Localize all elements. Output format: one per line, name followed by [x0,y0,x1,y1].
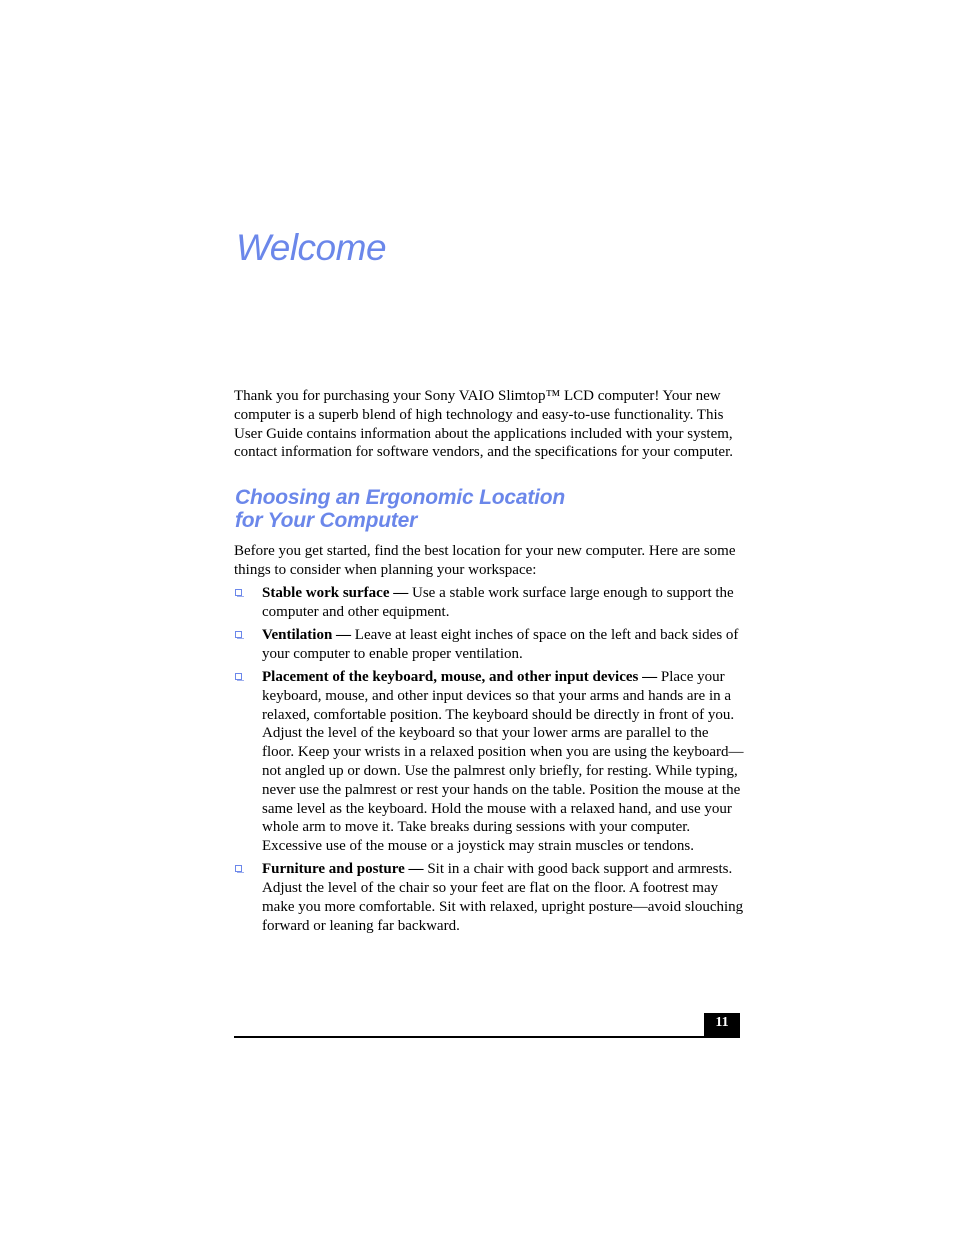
list-item-furniture-posture [234,860,744,935]
square-bullet-icon [235,673,242,680]
square-bullet-icon [235,589,242,596]
list-item-term: Stable work surface — [262,584,409,601]
page-content [234,387,744,940]
list-item-text: Leave at least eight inches of space on the left and back sides of your computer to enable proper ventilation. [262,626,739,662]
list-item-text: Sit in a chair with good back support and armrests. Adjust the level of the chair so your feet are flat on the floor. A footrest may make you more comfortable. Sit with relaxed, upright posture—avoid slouching forward or leaning far backward. [262,861,744,934]
ergonomic-tips-list [234,584,744,936]
section-heading [235,486,744,532]
section-heading-line-1: Choosing an Ergonomic Location [235,486,566,510]
page-number: 11 [704,1013,740,1037]
square-bullet-icon [235,631,242,638]
list-item-text: Place your keyboard, mouse, and other input devices so that your arms and hands are in a relaxed, comfortable position. The keyboard should be directly in front of you. Adjust the level of the keyboard so that your lower arms are parallel to the floor. Keep your wrists in a relaxed position when you are using the keyboard—not angled up or down. Use the palmrest only briefly, for resting. While typing, never use the palmrest or rest your hands on the table. Position the mouse at the same level as the keyboard. Hold the mouse with a relaxed hand, and use your whole arm to move it. Take breaks during sessions with your computer. Excessive use of the mouse or a joystick may strain muscles or tendons. [262,668,744,855]
intro-paragraph: Thank you for purchasing your Sony VAIO Slimtop™ LCD computer! Your new computer is a superb blend of high technology and easy-to-use functionality. This User Guide contains information about the applications included with your system, contact information for software vendors, and the specifications for your computer. [234,388,734,461]
section-lead-paragraph: Before you get started, find the best location for your new computer. Here are some things to consider when planning your workspace: [234,543,736,578]
square-bullet-icon [235,865,242,872]
list-item-ventilation [234,626,744,664]
section-heading-line-2: for Your Computer [235,509,418,533]
list-item-term: Ventilation — [262,626,352,643]
list-item-stable-work-surface [234,584,744,622]
list-item-input-devices [234,668,744,856]
footer-rule [234,1036,740,1038]
list-item-text: Use a stable work surface large enough to support the computer and other equipment. [262,584,734,620]
list-item-term: Furniture and posture — [262,861,424,878]
list-item-term: Placement of the keyboard, mouse, and other input devices — [262,668,658,685]
page-title: Welcome [236,227,387,268]
